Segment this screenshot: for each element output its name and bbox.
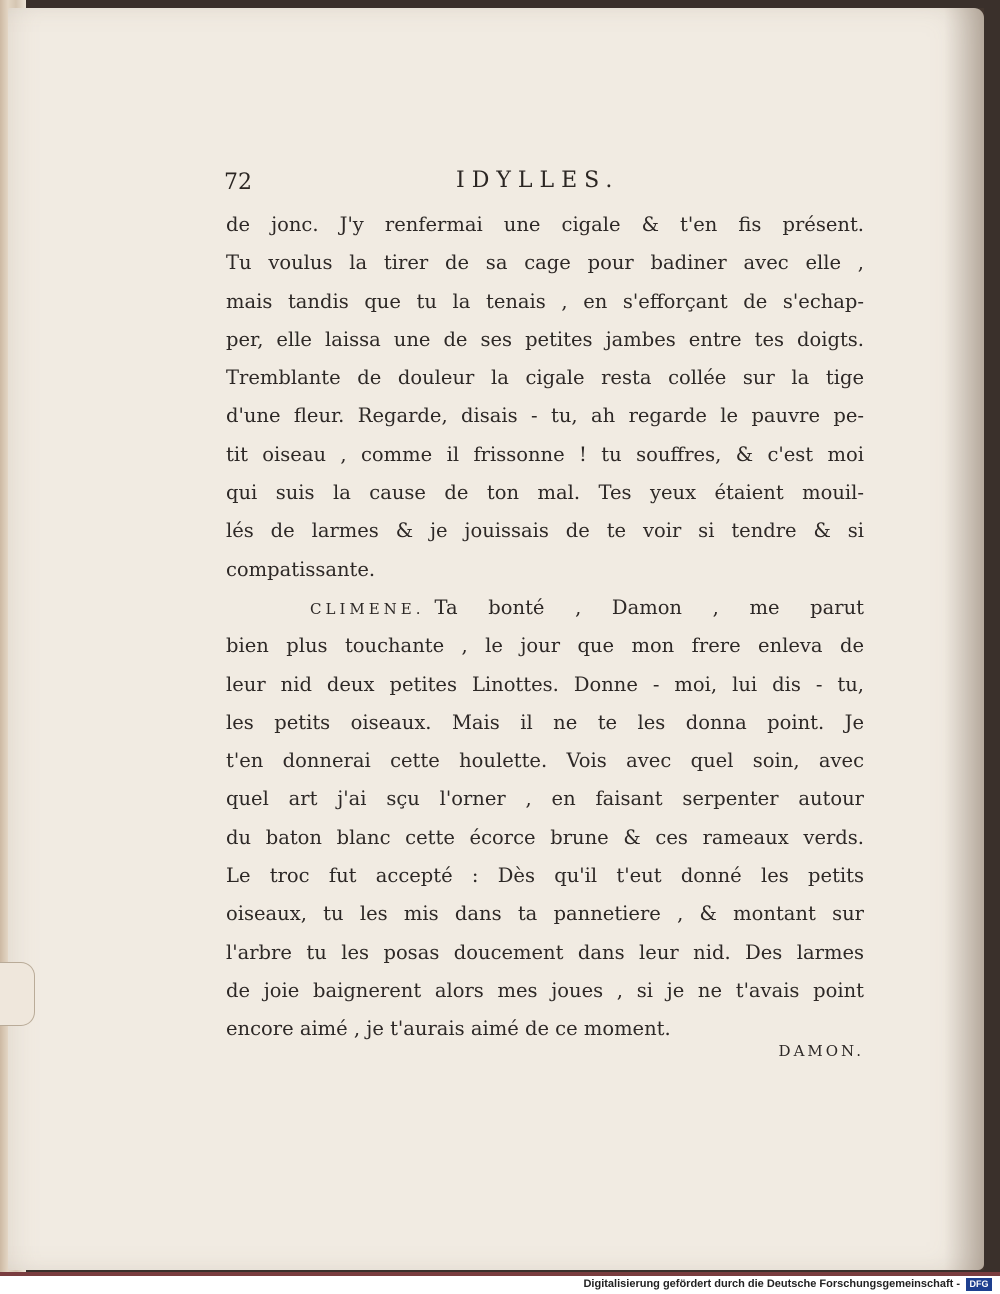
running-title: IDYLLES.: [456, 168, 620, 193]
text-line: t'en donnerai cette houlette. Vois avec quel soin, avec: [226, 749, 864, 773]
text-line: compatissante.: [226, 557, 376, 581]
text-line: encore aimé , je t'aurais aimé de ce moment.: [226, 1017, 671, 1041]
text-line: tit oiseau , comme il frissonne ! tu souffres, & c'est moi: [226, 442, 864, 466]
text-line: l'arbre tu les posas doucement dans leur nid. Des larmes: [226, 940, 864, 964]
text-line: mais tandis que tu la tenais , en s'efforçant de s'echap-: [226, 289, 864, 313]
body-text: [226, 206, 864, 1049]
page-number: 72: [224, 170, 252, 195]
catchword: DAMON.: [778, 1042, 864, 1060]
funding-notice: Digitalisierung gefördert durch die Deutsche Forschungsgemeinschaft -: [583, 1278, 960, 1290]
text-line: d'une fleur. Regarde, disais - tu, ah regarde le pauvre pe-: [226, 404, 864, 428]
text-line: leur nid deux petites Linottes. Donne - moi, lui dis - tu,: [226, 672, 864, 696]
text-line: de jonc. J'y renfermai une cigale & t'en fis présent.: [226, 213, 864, 236]
text-line: Tu voulus la tirer de sa cage pour badiner avec elle ,: [226, 251, 864, 275]
text-line: qui suis la cause de ton mal. Tes yeux étaient mouil-: [226, 481, 864, 505]
text-line: Le troc fut accepté : Dès qu'il t'eut donné les petits: [226, 864, 864, 888]
speaker-name: CLIMENE.: [310, 599, 425, 618]
footer: [0, 1276, 1000, 1294]
text-line: oiseaux, tu les mis dans ta pannetiere , & montant sur: [226, 902, 864, 926]
text-line: bien plus touchante , le jour que mon frere enleva de: [226, 634, 864, 658]
text-line: lés de larmes & je jouissais de te voir si tendre & si: [226, 519, 864, 543]
text-line: per, elle laissa une de ses petites jambes entre tes doigts.: [226, 327, 864, 351]
text-line: de joie baignerent alors mes joues , si je ne t'avais point: [226, 978, 864, 1002]
page-header: [224, 168, 864, 208]
speech-text: Ta bonté , Damon , me parut: [434, 595, 864, 619]
text-line: les petits oiseaux. Mais il ne te les donna point. Je: [226, 710, 864, 734]
text-line: Tremblante de douleur la cigale resta collée sur la tige: [226, 366, 864, 390]
gutter-shadow: [944, 8, 984, 1270]
speech-line: [226, 589, 864, 627]
dfg-logo: DFG: [966, 1278, 992, 1291]
text-line: quel art j'ai sçu l'orner , en faisant serpenter autour: [226, 787, 864, 811]
text-line: du baton blanc cette écorce brune & ces rameaux verds.: [226, 825, 864, 849]
page-clip-tab: [0, 962, 35, 1026]
